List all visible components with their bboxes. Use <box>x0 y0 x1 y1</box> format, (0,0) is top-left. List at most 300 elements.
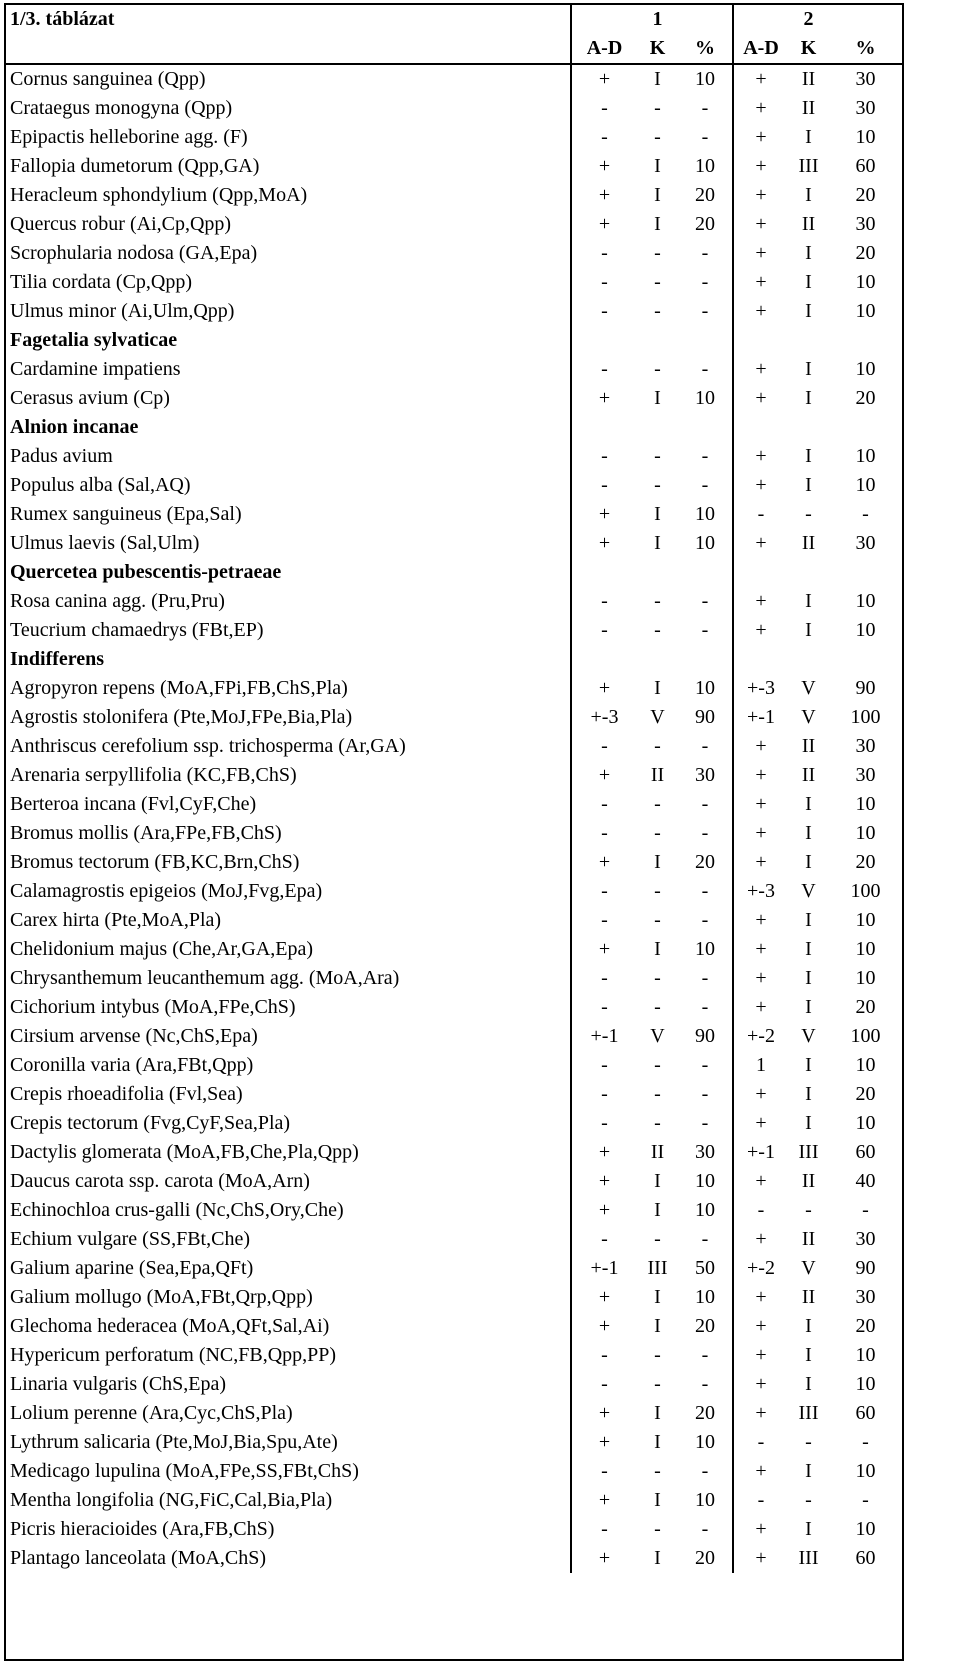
cell-pct-2: 10 <box>855 967 876 989</box>
cell-pct-1: - <box>678 906 733 935</box>
cell-ad-2: +-2 <box>747 1257 775 1279</box>
cell-pct-1: 10 <box>678 1486 733 1515</box>
empty-cell <box>678 558 733 587</box>
cell-pct-2: 30 <box>855 213 876 235</box>
empty-cell <box>571 326 637 355</box>
cell-k-2: I <box>805 1373 812 1395</box>
cell-ad-1: - <box>601 1112 608 1134</box>
cell-pct-2: 100 <box>850 880 881 902</box>
cell-pct-2: 10 <box>855 300 876 322</box>
cell-ad-1: - <box>601 242 608 264</box>
cell-k-1: - <box>654 619 661 641</box>
cell-ad-1: + <box>598 1141 611 1163</box>
empty-cell <box>571 558 637 587</box>
empty-cell <box>733 326 788 355</box>
cell-k-1: I <box>654 532 661 554</box>
cell-k-2: III <box>798 155 819 177</box>
table-row <box>6 1022 902 1051</box>
species-name: Rumex sanguineus (Epa,Sal) <box>6 500 571 529</box>
table-row <box>6 500 902 529</box>
species-name: Chelidonium majus (Che,Ar,GA,Epa) <box>6 935 571 964</box>
cell-pct-1: - <box>678 732 733 761</box>
cell-ad-1: - <box>601 1373 608 1395</box>
cell-k-2: I <box>805 967 812 989</box>
cell-pct-2: 10 <box>855 619 876 641</box>
empty-cell <box>788 326 829 355</box>
empty-cell <box>678 645 733 674</box>
table-row <box>6 1399 902 1428</box>
cell-ad-2: + <box>755 938 767 960</box>
cell-k-2: I <box>805 822 812 844</box>
species-name: Galium aparine (Sea,Epa,QFt) <box>6 1254 571 1283</box>
cell-pct-1: 90 <box>678 703 733 732</box>
cell-k-2: I <box>805 300 812 322</box>
cell-ad-2: + <box>755 1460 767 1482</box>
cell-k-1: I <box>654 213 661 235</box>
empty-cell <box>637 645 678 674</box>
species-name: Bromus mollis (Ara,FPe,FB,ChS) <box>6 819 571 848</box>
cell-k-2: III <box>798 1547 819 1569</box>
group-1-label: 1 <box>652 8 663 30</box>
cell-k-1: - <box>654 242 661 264</box>
cell-k-1: - <box>654 1518 661 1540</box>
empty-cell <box>637 413 678 442</box>
cell-ad-1: + <box>598 1170 611 1192</box>
cell-pct-2: 30 <box>855 532 876 554</box>
cell-k-1: I <box>654 68 661 90</box>
cell-pct-1: 10 <box>678 935 733 964</box>
col-header-ad-2: A-D <box>733 34 788 64</box>
cell-k-2: I <box>805 445 812 467</box>
table-row <box>6 761 902 790</box>
section-heading: Fagetalia sylvaticae <box>6 326 571 355</box>
cell-ad-2: + <box>755 590 767 612</box>
species-name: Lolium perenne (Ara,Cyc,ChS,Pla) <box>6 1399 571 1428</box>
cell-k-1: V <box>650 706 665 728</box>
cell-pct-1: 20 <box>678 1544 733 1573</box>
cell-pct-1: - <box>678 94 733 123</box>
cell-pct-2: - <box>862 1431 869 1453</box>
species-name: Rosa canina agg. (Pru,Pru) <box>6 587 571 616</box>
cell-pct-1: - <box>678 877 733 906</box>
cell-ad-1: - <box>601 1344 608 1366</box>
cell-k-2: I <box>805 909 812 931</box>
cell-pct-1: - <box>678 1109 733 1138</box>
table-row <box>6 1312 902 1341</box>
cell-ad-2: + <box>755 1083 767 1105</box>
cell-ad-1: - <box>601 1054 608 1076</box>
cell-ad-1: - <box>601 300 608 322</box>
cell-pct-1: - <box>678 123 733 152</box>
table-row <box>6 964 902 993</box>
empty-cell <box>829 326 902 355</box>
cell-k-1: - <box>654 271 661 293</box>
cell-ad-2: + <box>755 68 767 90</box>
cell-ad-2: - <box>757 503 765 525</box>
cell-k-2: II <box>801 764 816 786</box>
cell-ad-2: + <box>755 793 767 815</box>
cell-ad-2: +-3 <box>747 880 775 902</box>
cell-pct-1: - <box>678 964 733 993</box>
cell-k-1: I <box>654 851 661 873</box>
table-row <box>6 297 902 326</box>
cell-k-1: I <box>654 1431 661 1453</box>
cell-pct-1: - <box>678 993 733 1022</box>
empty-cell <box>829 645 902 674</box>
table-row <box>6 1457 902 1486</box>
cell-pct-2: 20 <box>855 851 876 873</box>
species-name: Daucus carota ssp. carota (MoA,Arn) <box>6 1167 571 1196</box>
cell-k-1: - <box>654 967 661 989</box>
cell-pct-1: - <box>678 1370 733 1399</box>
cell-ad-1: + <box>598 677 611 699</box>
cell-k-1: III <box>647 1257 668 1279</box>
table-row <box>6 703 902 732</box>
table-row <box>6 674 902 703</box>
cell-pct-1: 90 <box>678 1022 733 1051</box>
cell-k-1: I <box>654 1489 661 1511</box>
cell-k-2: II <box>801 1170 816 1192</box>
cell-ad-2: 1 <box>756 1054 766 1076</box>
cell-ad-1: - <box>601 474 608 496</box>
cell-ad-2: + <box>755 242 767 264</box>
cell-k-2: V <box>801 880 816 902</box>
table-row <box>6 1051 902 1080</box>
cell-pct-2: 20 <box>855 242 876 264</box>
cell-k-2: II <box>801 532 816 554</box>
cell-k-1: - <box>654 1373 661 1395</box>
empty-cell <box>678 413 733 442</box>
cell-pct-2: 90 <box>855 677 876 699</box>
cell-pct-1: 10 <box>678 1196 733 1225</box>
table-row <box>6 587 902 616</box>
table-row <box>6 1341 902 1370</box>
cell-ad-1: + <box>598 1199 611 1221</box>
cell-ad-1: - <box>601 793 608 815</box>
species-name: Epipactis helleborine agg. (F) <box>6 123 571 152</box>
cell-ad-2: + <box>755 184 767 206</box>
cell-pct-1: - <box>678 471 733 500</box>
species-name: Coronilla varia (Ara,FBt,Qpp) <box>6 1051 571 1080</box>
empty-cell <box>788 558 829 587</box>
species-name: Dactylis glomerata (MoA,FB,Che,Pla,Qpp) <box>6 1138 571 1167</box>
cell-k-2: I <box>805 126 812 148</box>
species-name: Cardamine impatiens <box>6 355 571 384</box>
cell-k-2: I <box>805 387 812 409</box>
cell-ad-1: - <box>601 1228 608 1250</box>
species-name: Calamagrostis epigeios (MoJ,Fvg,Epa) <box>6 877 571 906</box>
table-row <box>6 268 902 297</box>
cell-ad-2: + <box>755 764 767 786</box>
cell-pct-2: 10 <box>855 1112 876 1134</box>
cell-pct-2: 30 <box>855 68 876 90</box>
cell-k-1: I <box>654 503 661 525</box>
table-row <box>6 1544 902 1573</box>
cell-pct-2: 10 <box>855 271 876 293</box>
cell-k-2: V <box>801 1025 816 1047</box>
species-table <box>6 5 902 1573</box>
cell-ad-2: + <box>755 1315 767 1337</box>
table-row <box>6 384 902 413</box>
cell-pct-2: 90 <box>855 1257 876 1279</box>
cell-k-1: I <box>654 938 661 960</box>
cell-ad-1: + <box>598 1547 611 1569</box>
cell-pct-2: 10 <box>855 1054 876 1076</box>
cell-ad-2: + <box>755 126 767 148</box>
col-header-k-1: K <box>637 34 678 64</box>
species-name: Crepis rhoeadifolia (Fvl,Sea) <box>6 1080 571 1109</box>
cell-pct-1: 10 <box>678 152 733 181</box>
section-heading: Quercetea pubescentis-petraeae <box>6 558 571 587</box>
cell-k-2: I <box>805 242 812 264</box>
cell-k-2: II <box>801 1228 816 1250</box>
cell-ad-2: + <box>755 213 767 235</box>
cell-k-1: - <box>654 445 661 467</box>
cell-k-1: I <box>654 387 661 409</box>
table-row <box>6 1428 902 1457</box>
cell-ad-2: +-2 <box>747 1025 775 1047</box>
cell-k-2: I <box>805 590 812 612</box>
species-name: Scrophularia nodosa (GA,Epa) <box>6 239 571 268</box>
table-row <box>6 993 902 1022</box>
cell-ad-2: + <box>755 1112 767 1134</box>
species-name: Crataegus monogyna (Qpp) <box>6 94 571 123</box>
header-row-groups <box>6 5 902 34</box>
cell-pct-2: 100 <box>850 706 881 728</box>
cell-ad-1: - <box>601 1460 608 1482</box>
cell-k-2: I <box>805 938 812 960</box>
cell-ad-2: + <box>755 387 767 409</box>
species-name: Agropyron repens (MoA,FPi,FB,ChS,Pla) <box>6 674 571 703</box>
table-row <box>6 152 902 181</box>
section-row <box>6 645 902 674</box>
cell-pct-2: 10 <box>855 126 876 148</box>
empty-cell <box>733 558 788 587</box>
species-name: Agrostis stolonifera (Pte,MoJ,FPe,Bia,Pla) <box>6 703 571 732</box>
species-name: Cirsium arvense (Nc,ChS,Epa) <box>6 1022 571 1051</box>
table-row <box>6 239 902 268</box>
cell-pct-2: 30 <box>855 735 876 757</box>
cell-k-1: I <box>654 1170 661 1192</box>
col-header-ad-1: A-D <box>571 34 637 64</box>
cell-k-2: III <box>798 1141 819 1163</box>
cell-ad-1: - <box>601 619 608 641</box>
empty-cell <box>571 645 637 674</box>
cell-pct-1: 20 <box>678 848 733 877</box>
cell-pct-2: 20 <box>855 996 876 1018</box>
cell-pct-2: 10 <box>855 938 876 960</box>
cell-ad-1: + <box>598 387 611 409</box>
cell-ad-2: + <box>755 1547 767 1569</box>
cell-ad-2: - <box>757 1199 765 1221</box>
cell-k-2: V <box>801 706 816 728</box>
cell-ad-1: - <box>601 126 608 148</box>
cell-k-1: - <box>654 909 661 931</box>
empty-cell <box>637 326 678 355</box>
species-name: Echinochloa crus-galli (Nc,ChS,Ory,Che) <box>6 1196 571 1225</box>
cell-pct-2: 10 <box>855 590 876 612</box>
table-row <box>6 790 902 819</box>
cell-pct-2: 10 <box>855 1344 876 1366</box>
cell-k-2: - <box>805 1489 812 1511</box>
cell-pct-2: 60 <box>855 1547 876 1569</box>
cell-pct-1: - <box>678 268 733 297</box>
cell-k-2: V <box>801 677 816 699</box>
species-name: Bromus tectorum (FB,KC,Brn,ChS) <box>6 848 571 877</box>
cell-pct-2: 10 <box>855 822 876 844</box>
cell-k-1: II <box>650 1141 665 1163</box>
cell-ad-2: + <box>755 358 767 380</box>
section-row <box>6 413 902 442</box>
cell-k-1: II <box>650 764 665 786</box>
species-name: Ulmus minor (Ai,Ulm,Qpp) <box>6 297 571 326</box>
cell-k-2: III <box>798 1402 819 1424</box>
cell-ad-1: - <box>601 358 608 380</box>
cell-k-1: I <box>654 1199 661 1221</box>
cell-ad-1: + <box>598 1431 611 1453</box>
cell-k-2: II <box>801 1286 816 1308</box>
cell-ad-1: + <box>598 184 611 206</box>
cell-ad-2: + <box>755 1344 767 1366</box>
cell-k-2: I <box>805 1315 812 1337</box>
table-row <box>6 94 902 123</box>
cell-ad-2: + <box>755 1286 767 1308</box>
cell-pct-1: - <box>678 587 733 616</box>
cell-ad-1: + <box>598 503 611 525</box>
table-row <box>6 1370 902 1399</box>
section-heading: Indifferens <box>6 645 571 674</box>
cell-pct-1: 10 <box>678 500 733 529</box>
cell-pct-2: 60 <box>855 1141 876 1163</box>
cell-k-1: - <box>654 1083 661 1105</box>
cell-ad-1: + <box>598 851 611 873</box>
cell-pct-1: - <box>678 297 733 326</box>
cell-k-2: I <box>805 793 812 815</box>
cell-ad-1: - <box>601 1518 608 1540</box>
cell-pct-1: - <box>678 355 733 384</box>
cell-ad-1: - <box>601 1083 608 1105</box>
table-row <box>6 1196 902 1225</box>
species-name: Cornus sanguinea (Qpp) <box>6 64 571 94</box>
header-row-columns <box>6 34 902 64</box>
species-name: Chrysanthemum leucanthemum agg. (MoA,Ara) <box>6 964 571 993</box>
cell-ad-1: - <box>601 97 608 119</box>
cell-pct-1: - <box>678 1341 733 1370</box>
cell-ad-2: +-1 <box>747 1141 775 1163</box>
species-name: Arenaria serpyllifolia (KC,FB,ChS) <box>6 761 571 790</box>
cell-k-1: - <box>654 880 661 902</box>
cell-pct-2: 10 <box>855 1518 876 1540</box>
cell-k-1: I <box>654 155 661 177</box>
table-title: 1/3. táblázat <box>6 5 571 34</box>
species-name: Echium vulgare (SS,FBt,Che) <box>6 1225 571 1254</box>
cell-k-1: I <box>654 677 661 699</box>
cell-pct-1: - <box>678 239 733 268</box>
cell-k-2: II <box>801 735 816 757</box>
species-name: Teucrium chamaedrys (FBt,EP) <box>6 616 571 645</box>
cell-k-2: - <box>805 1431 812 1453</box>
cell-pct-2: 30 <box>855 764 876 786</box>
cell-pct-2: 60 <box>855 155 876 177</box>
cell-k-2: I <box>805 184 812 206</box>
cell-k-2: I <box>805 1112 812 1134</box>
cell-pct-1: - <box>678 1080 733 1109</box>
species-name: Ulmus laevis (Sal,Ulm) <box>6 529 571 558</box>
cell-ad-2: + <box>755 97 767 119</box>
species-name: Carex hirta (Pte,MoA,Pla) <box>6 906 571 935</box>
cell-ad-1: + <box>598 764 611 786</box>
cell-pct-1: 20 <box>678 210 733 239</box>
empty-cell <box>678 326 733 355</box>
species-name: Galium mollugo (MoA,FBt,Qrp,Qpp) <box>6 1283 571 1312</box>
cell-pct-1: 10 <box>678 674 733 703</box>
table-row <box>6 123 902 152</box>
section-row <box>6 558 902 587</box>
cell-pct-2: - <box>862 1199 869 1221</box>
cell-pct-2: 20 <box>855 387 876 409</box>
cell-k-2: I <box>805 1460 812 1482</box>
empty-cell <box>829 413 902 442</box>
cell-k-1: - <box>654 1460 661 1482</box>
cell-ad-2: +-3 <box>747 677 775 699</box>
cell-k-2: - <box>805 1199 812 1221</box>
cell-pct-1: 10 <box>678 64 733 94</box>
table-row <box>6 1254 902 1283</box>
cell-pct-1: 30 <box>678 761 733 790</box>
table-row <box>6 1283 902 1312</box>
cell-k-2: II <box>801 97 816 119</box>
cell-pct-2: 10 <box>855 1373 876 1395</box>
cell-ad-2: + <box>755 967 767 989</box>
species-name: Padus avium <box>6 442 571 471</box>
table-row <box>6 1138 902 1167</box>
cell-ad-1: +-1 <box>590 1257 619 1279</box>
col-header-k-2: K <box>788 34 829 64</box>
table-row <box>6 848 902 877</box>
table-row <box>6 442 902 471</box>
cell-pct-2: 30 <box>855 1286 876 1308</box>
cell-k-2: II <box>801 213 816 235</box>
cell-ad-1: - <box>601 445 608 467</box>
cell-k-2: I <box>805 619 812 641</box>
empty-cell <box>571 413 637 442</box>
cell-pct-1: 10 <box>678 1167 733 1196</box>
cell-ad-1: + <box>598 1315 611 1337</box>
cell-ad-1: - <box>601 880 608 902</box>
cell-k-1: - <box>654 97 661 119</box>
group-2-label: 2 <box>803 8 814 30</box>
empty-cell <box>733 413 788 442</box>
cell-pct-1: - <box>678 1515 733 1544</box>
cell-k-1: - <box>654 300 661 322</box>
table-row <box>6 1225 902 1254</box>
cell-k-2: I <box>805 1054 812 1076</box>
cell-k-1: I <box>654 1547 661 1569</box>
cell-ad-2: + <box>755 1518 767 1540</box>
species-name: Medicago lupulina (MoA,FPe,SS,FBt,ChS) <box>6 1457 571 1486</box>
cell-pct-2: 10 <box>855 358 876 380</box>
cell-k-1: - <box>654 1054 661 1076</box>
table-row <box>6 877 902 906</box>
cell-pct-1: 10 <box>678 384 733 413</box>
empty-cell <box>788 413 829 442</box>
cell-k-2: I <box>805 358 812 380</box>
cell-ad-2: + <box>755 155 767 177</box>
cell-pct-2: 40 <box>855 1170 876 1192</box>
cell-pct-2: - <box>862 503 869 525</box>
cell-ad-2: + <box>755 445 767 467</box>
cell-ad-2: + <box>755 1170 767 1192</box>
